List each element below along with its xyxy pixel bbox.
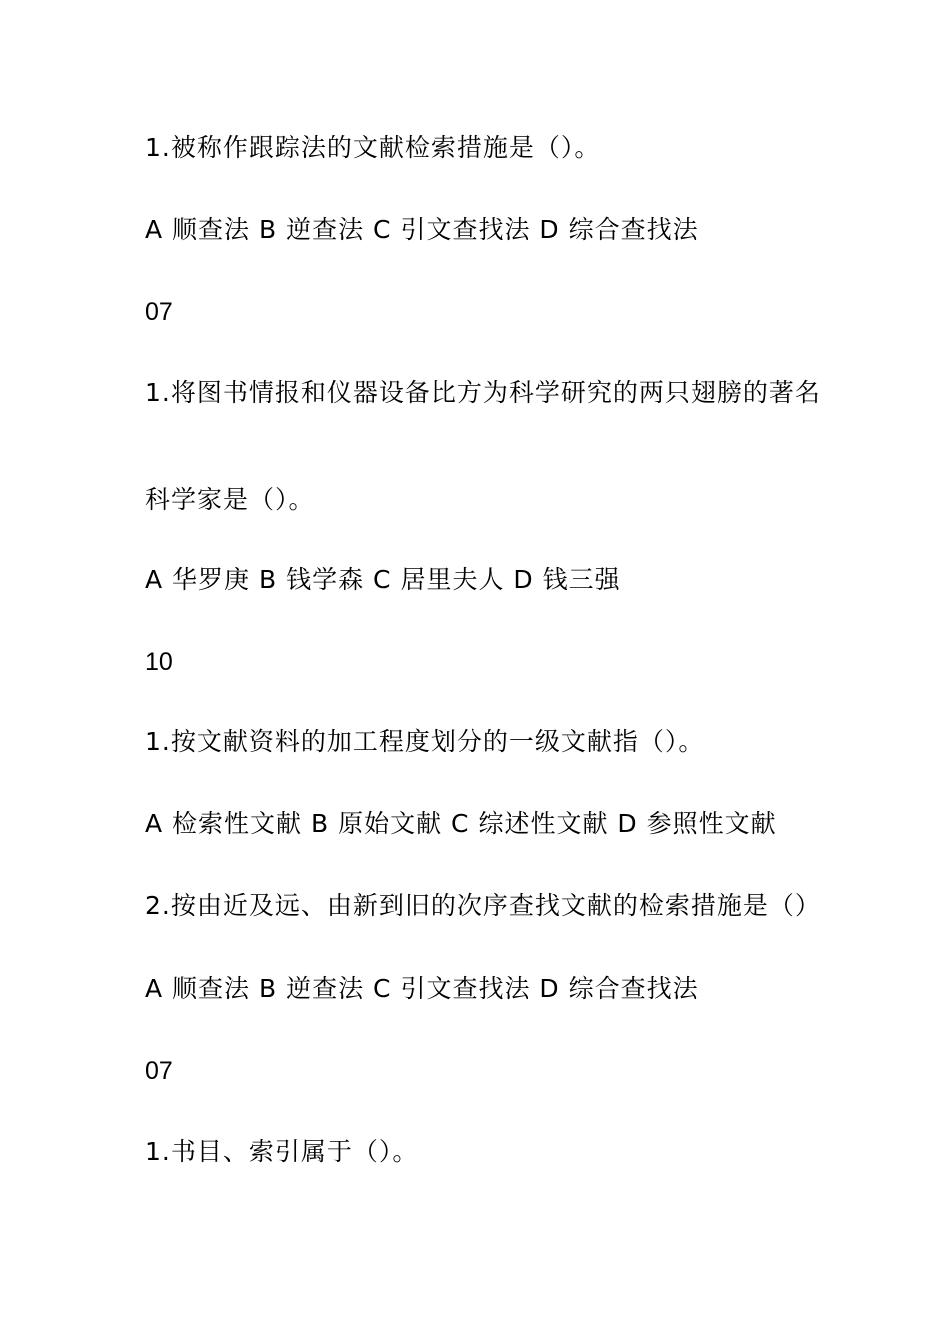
answer-code: 10	[145, 648, 173, 676]
answer-code: 07	[145, 1057, 173, 1085]
answer-options: A 检索性文献 B 原始文献 C 综述性文献 D 参照性文献	[145, 809, 777, 838]
answer-options: A 顺查法 B 逆查法 C 引文查找法 D 综合查找法	[145, 215, 699, 244]
question-text: 1.被称作跟踪法的文献检索措施是（）。	[145, 133, 601, 162]
question-text: 2.按由近及远、由新到旧的次序查找文献的检索措施是（）	[145, 891, 821, 920]
question-text: 1.书目、索引属于（）。	[145, 1137, 419, 1166]
question-text: 1.将图书情报和仪器设备比方为科学研究的两只翅膀的著名	[145, 378, 821, 407]
answer-code: 07	[145, 298, 173, 326]
question-text-continued: 科学家是（）。	[145, 485, 315, 514]
question-text: 1.按文献资料的加工程度划分的一级文献指（）。	[145, 727, 705, 756]
answer-options: A 顺查法 B 逆查法 C 引文查找法 D 综合查找法	[145, 974, 699, 1003]
answer-options: A 华罗庚 B 钱学森 C 居里夫人 D 钱三强	[145, 565, 621, 594]
